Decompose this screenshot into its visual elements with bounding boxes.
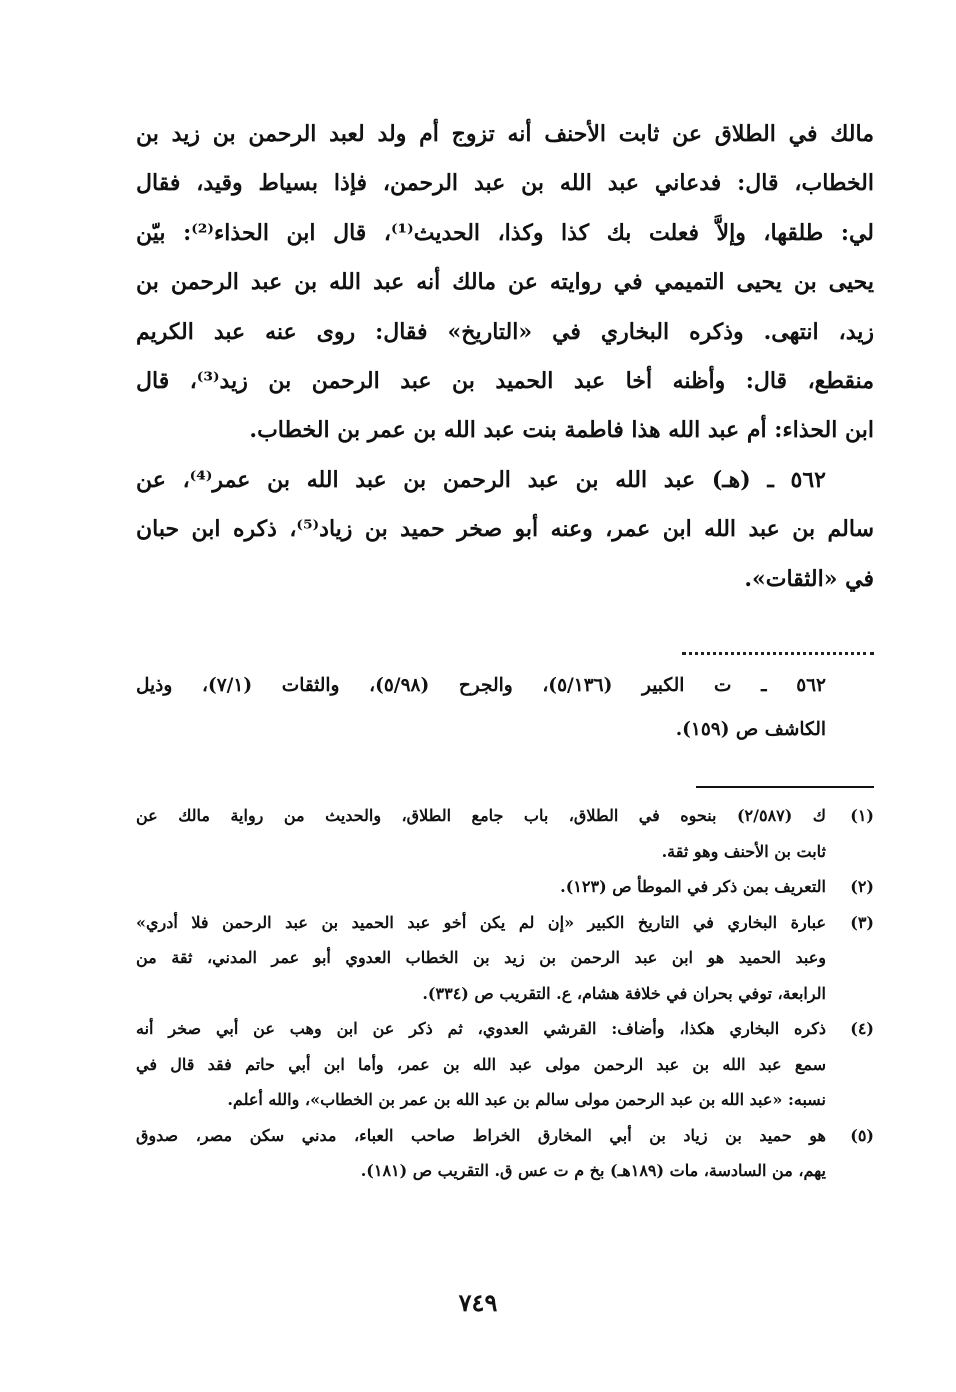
footnote-5 — [136, 1118, 874, 1189]
page-number: ٧٤٩ — [458, 1288, 498, 1317]
main-text-line: الخطاب، قال: فدعاني عبد الله بن عبد الرحمن، فإذا بسياط وقيد، فقال — [136, 170, 874, 197]
entry-562 — [136, 456, 874, 604]
main-text-line: زيد، انتهى. وذكره البخاري في «التاريخ» فقال: روى عنه عبد الكريم — [136, 318, 874, 345]
footnote-line: ثابت بن الأحنف وهو ثقة. — [661, 841, 826, 861]
footnote-separator — [696, 786, 874, 788]
footnotes — [136, 798, 874, 1189]
main-text-line: ابن الحذاء: أم عبد الله هذا فاطمة بنت عبد الله بن عمر بن الخطاب. — [249, 417, 874, 444]
main-text-block — [136, 110, 874, 604]
main-text-line: مالك في الطلاق عن ثابت الأحنف أنه تزوج أم ولد لعبد الرحمن بن زيد بن — [136, 121, 874, 147]
footnote-line: التعريف بمن ذكر في الموطأ ص (١٢٣). — [560, 877, 826, 896]
footnote-4 — [136, 1011, 874, 1118]
footnote-number: (١) — [850, 806, 874, 825]
footnote-3 — [136, 905, 874, 1012]
footnote-line: يهم، من السادسة، مات (١٨٩هـ) بخ م ت عس ق. التقريب ص (١٨١). — [360, 1161, 826, 1180]
entry-line: في «الثقات». — [744, 565, 874, 592]
footnote-number: (٤) — [850, 1019, 874, 1038]
footnote-line: الرابعة، توفي بحران في خلافة هشام، ع. التقريب ص (٣٣٤). — [422, 983, 826, 1003]
source-line: الكاشف ص (١٥٩). — [675, 719, 826, 740]
footnote-number: (٢) — [850, 877, 874, 896]
footnote-line: عبارة البخاري في التاريخ الكبير «إن لم يكن أخو عبد الحميد بن عبد الرحمن فلا أدري» — [136, 912, 826, 932]
footnote-1 — [136, 798, 874, 869]
dotted-separator — [682, 652, 874, 655]
footnote-line: سمع عبد الله بن عبد الرحمن مولى عبد الله بن عمر، وأما ابن أبي حاتم فقد قال في — [136, 1054, 826, 1074]
main-text-line: يحيى بن يحيى التميمي في روايته عن مالك أنه عبد الله بن عبد الرحمن بن — [136, 269, 874, 296]
source-references — [136, 664, 874, 752]
footnote-2 — [136, 869, 874, 905]
main-text-line: لي: طلقها، وإلاَّ فعلت بك كذا وكذا، الحديث⁽¹⁾، قال ابن الحذاء⁽²⁾: بيّن — [136, 219, 874, 246]
entry-line: ٥٦٢ ـ (هـ) عبد الله بن عبد الرحمن بن عبد الله بن عمر⁽⁴⁾، عن — [136, 466, 826, 493]
footnote-line: نسبه: «عبد الله بن عبد الرحمن مولى سالم بن عبد الله بن عمر بن الخطاب»، والله أعلم. — [227, 1090, 826, 1109]
main-text-line: منقطع، قال: وأظنه أخا عبد الحميد بن عبد الرحمن بن زيد⁽³⁾، قال — [136, 368, 874, 395]
footnote-number: (٥) — [850, 1125, 874, 1145]
source-line: ٥٦٢ ـ ت الكبير (٥/١٣٦)، والجرح (٥/٩٨)، والثقات (٧/١)، وذيل — [136, 675, 826, 696]
footnote-line: وعبد الحميد هو ابن عبد الرحمن بن زيد بن الخطاب العدوي أبو عمر المدني، ثقة من — [136, 948, 826, 967]
footnote-line: ذكره البخاري هكذا، وأضاف: القرشي العدوي، ثم ذكر عن ابن وهب عن أبي صخر أنه — [136, 1019, 826, 1038]
footnote-line: هو حميد بن زياد بن أبي المخارق الخراط صاحب العباء، مدني سكن مصر، صدوق — [136, 1125, 826, 1145]
footnote-number: (٣) — [850, 912, 874, 932]
entry-line: سالم بن عبد الله ابن عمر، وعنه أبو صخر حميد بن زياد⁽⁵⁾، ذكره ابن حبان — [136, 516, 874, 543]
footnote-line: ك (٢/٥٨٧) بنحوه في الطلاق، باب جامع الطلاق، والحديث من رواية مالك عن — [136, 806, 826, 825]
